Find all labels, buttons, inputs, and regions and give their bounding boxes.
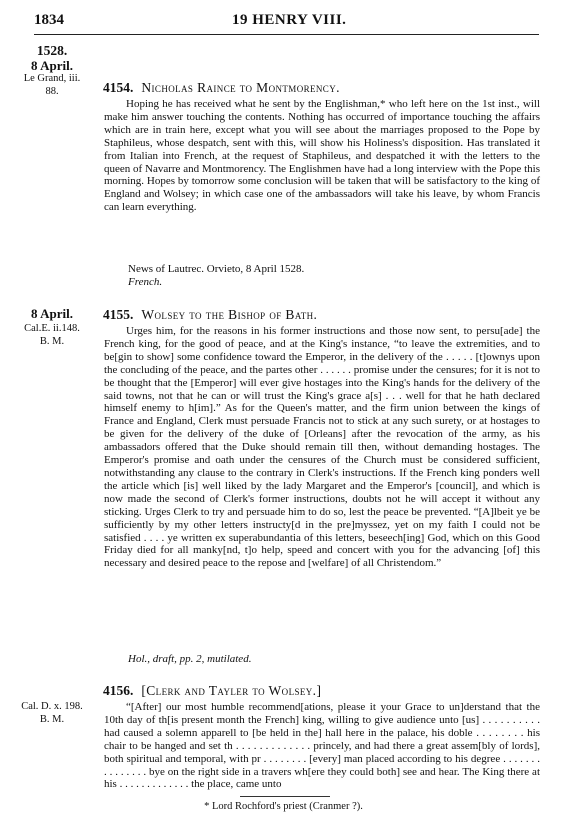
entry-heading [103, 80, 340, 96]
entry-body [104, 701, 540, 791]
entry-paragraph: Hoping he has received what he sent by the Englishman,* who left here on the 1st inst., will make him answer touching the contents. Nothing has occurred of importance touching the affairs which are in train here, except what you will see about the marriages proposed to the Pope by Staphileus, whose despatch, sent with this, will show his Holiness's disposition. Has translated it from Italian into French, at the request of Staphileus, and despatched it with the letters to the queen of Navarre and Montmorency. The Englishmen have had a long interview with the Pope this morning. Hopes by tomorrow some conclusion will be taken that will be satisfactory to the king of England and Wolsey; in which case one of the ambassadors will take his leave, by whom Francis can learn everything. [104, 98, 540, 214]
margin-notes [4, 700, 100, 726]
page-number: 1834 [34, 12, 64, 28]
margin-date: 8 April. [31, 306, 73, 321]
entry-number: 4154. [103, 80, 134, 95]
entry-paragraph: “[After] our most humble recommend[ations, please it your Grace to un]derstand that the 10th day of th[is present month the French] king, willing to give audience unto [us] . . . . . . . . . . had caused a solemn apparell to [be held in the] hall here in the palace, his doble . . . . . . . . his chair to be hanged and set th . . . . . . . . . . . . . princely, and had there a great assem[bly of lords], both spiritual and temporal, with pr . . . . . . . . [every] man placed according to his degree . . . . . . . . . . . . . . . bye on the right side in a travers wh[ere they could both] see and hear. The King there at his . . . . . . . . . . . . . the place, came unto [104, 701, 540, 791]
entry-title: Nicholas Raince to Montmorency. [141, 80, 340, 95]
margin-year: 1528. [36, 43, 68, 58]
entry-body [104, 325, 540, 570]
entry-paragraph: Urges him, for the reasons in his former instructions and those now sent, to persu[ade] the French king, for the good of peace, and at the King's instance, “to leave the extremities, and to be[gin to show] some confidence toward the Emperor, in the delivery of the . . . . . [t]ownys upon the concluding of the peace, and the partes other . . . . . . promise under the censures; for it is not to be thought that the [Emperor] will ever give hostages into the King's hands for the delivery of the said towns, not that he can or will trust the King's grace a[s] . . . well for that he hath declared himself enemy to h[im].” As for the Queen's matter, and the firm union between the kings of France and England, Clerk must persuade Francis not to stick at any such surety, or at hostages to be given for the delivery of the duke of [Orleans] after the revocation of the army, as his ambassadors offered that the Duke should remain till then, without demanding hostages. The Emperor's promise and oath under the censures of the Church must be considered sufficient, notwithstanding any clause to the contrary in Clerk's instructions. If the French king ponders well the article which [is] well liked by the lady Margaret and the Emperor's [council], and which is now made the second of Clerk's former instructions, doubts not he will accept it without any sticking. Urges Clerk to try and persuade him to do so, lest the peace be prevented. “[A]lbeit ye be sufficiently by my other letters instructy[d in the pre]myssez, yet on my faith I could not be satisfied . . . . ye written ex superabundantia of this letters, beseech[ing] God, which on this Good Friday died for all manky[nd, t]o help, speed and concert with you for the advancing [of] this necessary and desired peace to the repose and [welfare] of all Christendom.” [104, 325, 540, 570]
entry-note: News of Lautrec. Orvieto, 8 April 1528. [128, 263, 305, 275]
running-title: 19 HENRY VIII. [232, 12, 347, 28]
margin-date: 8 April. [31, 58, 73, 73]
entry-heading [103, 307, 317, 323]
margin-reference-page: 88. [45, 86, 59, 97]
margin-notes [4, 307, 100, 348]
entry-title: [Clerk and Tayler to Wolsey.] [141, 683, 322, 698]
entry-language: French. [128, 276, 163, 288]
header-rule [34, 34, 539, 35]
margin-notes [4, 44, 100, 98]
margin-reference-location: B. M. [39, 336, 65, 347]
margin-reference: Cal.E. ii.148. [24, 323, 80, 334]
entry-title: Wolsey to the Bishop of Bath. [141, 307, 318, 322]
margin-reference: Le Grand, iii. [23, 73, 81, 84]
entry-number: 4155. [103, 307, 134, 322]
footnote-rule [240, 796, 330, 797]
entry-note: Hol., draft, pp. 2, mutilated. [128, 653, 252, 665]
entry-body [104, 98, 540, 214]
margin-reference-location: B. M. [39, 714, 65, 725]
entry-heading [103, 683, 321, 699]
footnote: * Lord Rochford's priest (Cranmer ?). [204, 801, 363, 812]
margin-reference: Cal. D. x. 198. [21, 701, 83, 712]
entry-number: 4156. [103, 683, 134, 698]
